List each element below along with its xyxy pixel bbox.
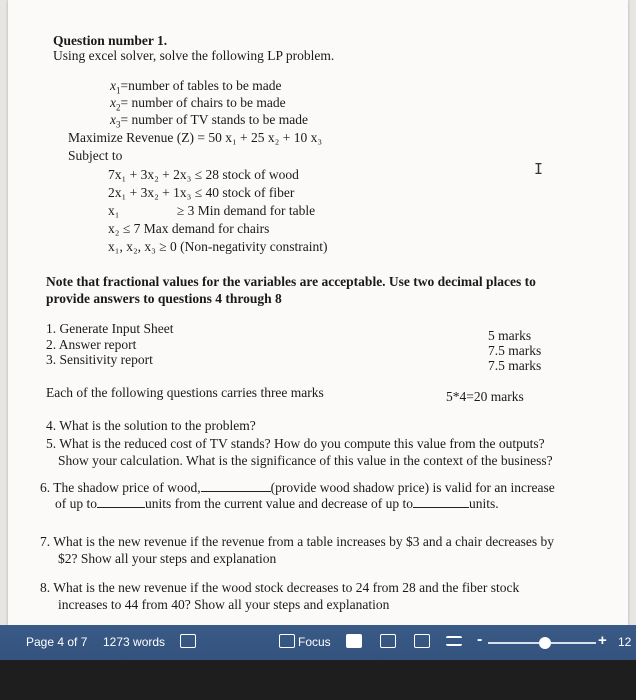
objective-function: Maximize Revenue (Z) = 50 x₁ + 25 x₂ + 10 x₃ xyxy=(68,130,323,145)
variable-x1: $x_1=number$ of tables to be made xyxy=(110,78,282,96)
proofing-icon[interactable] xyxy=(180,634,196,648)
document-page xyxy=(8,0,628,625)
variable-x2-text: = number of chairs to be made xyxy=(120,95,286,110)
question-4: 4. What is the solution to the problem? xyxy=(46,418,256,433)
question-6-part-e: units. xyxy=(469,496,499,511)
blank-increase xyxy=(97,495,145,508)
each-question-note: Each of the following questions carries three marks xyxy=(46,385,324,400)
zoom-slider[interactable] xyxy=(488,642,596,644)
variable-x2: $x_2=$ number of chairs to be made xyxy=(110,95,286,113)
zoom-level[interactable]: 12 xyxy=(618,635,632,649)
intro-text: Using excel solver, solve the following LP problem. xyxy=(53,48,335,63)
question-heading: Question number 1. xyxy=(53,33,168,48)
task-3-marks: 7.5 marks xyxy=(488,358,542,373)
question-6-line-2 xyxy=(55,495,499,512)
note-line-1: Note that fractional values for the variables are acceptable. Use two decimal places to xyxy=(46,274,536,289)
constraint-fiber: 2x₁ + 3x₂ + 1x₃ ≤ 40 stock of fiber xyxy=(108,185,295,200)
variable-x1-text: =number of tables to be made xyxy=(120,78,282,93)
question-6-part-b: (provide wood shadow price) is valid for an increase xyxy=(270,480,555,495)
screen-bottom-edge xyxy=(0,660,636,700)
constraint-wood: 7x₁ + 3x₂ + 2x₃ ≤ 28 stock of wood xyxy=(108,167,299,182)
variable-x3-text: = number of TV stands to be made xyxy=(120,112,308,127)
print-layout-icon[interactable] xyxy=(380,634,396,648)
blank-shadow-price xyxy=(201,479,271,492)
task-3-label: 3. Sensitivity report xyxy=(46,352,153,367)
zoom-out-button[interactable]: - xyxy=(477,631,483,648)
subject-to: Subject to xyxy=(68,148,123,163)
question-6-part-a: 6. The shadow price of wood, xyxy=(40,480,201,495)
text-cursor-icon: I xyxy=(534,160,544,178)
question-7-line-1: 7. What is the new revenue if the revenue from a table increases by $3 and a chair decreases by xyxy=(40,534,555,549)
question-7-line-2: $2? Show all your steps and explanation xyxy=(58,551,277,566)
question-5-line-1: 5. What is the reduced cost of TV stands? How do you compute this value from the outputs? xyxy=(46,436,545,451)
focus-button[interactable]: Focus xyxy=(298,635,331,649)
task-2-marks: 7.5 marks xyxy=(488,343,542,358)
outline-icon[interactable] xyxy=(446,636,462,646)
task-2-label: 2. Answer report xyxy=(46,337,137,352)
question-5-line-2: Show your calculation. What is the significance of this value in the context of the business? xyxy=(58,453,553,468)
question-8-line-2: increases to 44 from 40? Show all your steps and explanation xyxy=(58,597,390,612)
task-1-label: 1. Generate Input Sheet xyxy=(46,321,174,336)
task-1-marks: 5 marks xyxy=(488,328,532,343)
question-6-line-1 xyxy=(40,479,555,496)
question-6-part-c: of up to xyxy=(55,496,97,511)
blank-decrease xyxy=(413,495,469,508)
constraint-table-demand: x₁ ≥ 3 Min demand for table xyxy=(108,203,316,218)
variable-x3: $x_3=$ number of TV stands to be made xyxy=(110,112,308,130)
zoom-in-button[interactable]: + xyxy=(598,632,607,649)
note-line-2: provide answers to questions 4 through 8 xyxy=(46,291,282,306)
web-layout-icon[interactable] xyxy=(414,634,430,648)
word-count[interactable]: 1273 words xyxy=(103,635,166,649)
zoom-slider-thumb[interactable] xyxy=(539,637,551,649)
question-6-part-d: units from the current value and decrease of up to xyxy=(145,496,414,511)
constraint-chair-demand: x₂ ≤ 7 Max demand for chairs xyxy=(108,221,270,236)
focus-icon[interactable] xyxy=(279,634,295,648)
question-8-line-1: 8. What is the new revenue if the wood stock decreases to 24 from 28 and the fiber stock xyxy=(40,580,520,595)
constraint-nonnegativity: x₁, x₂, x₃ ≥ 0 (Non-negativity constraint) xyxy=(108,239,328,254)
each-question-marks: 5*4=20 marks xyxy=(446,389,524,404)
page-count[interactable]: Page 4 of 7 xyxy=(26,635,88,649)
read-mode-icon[interactable] xyxy=(346,634,362,648)
